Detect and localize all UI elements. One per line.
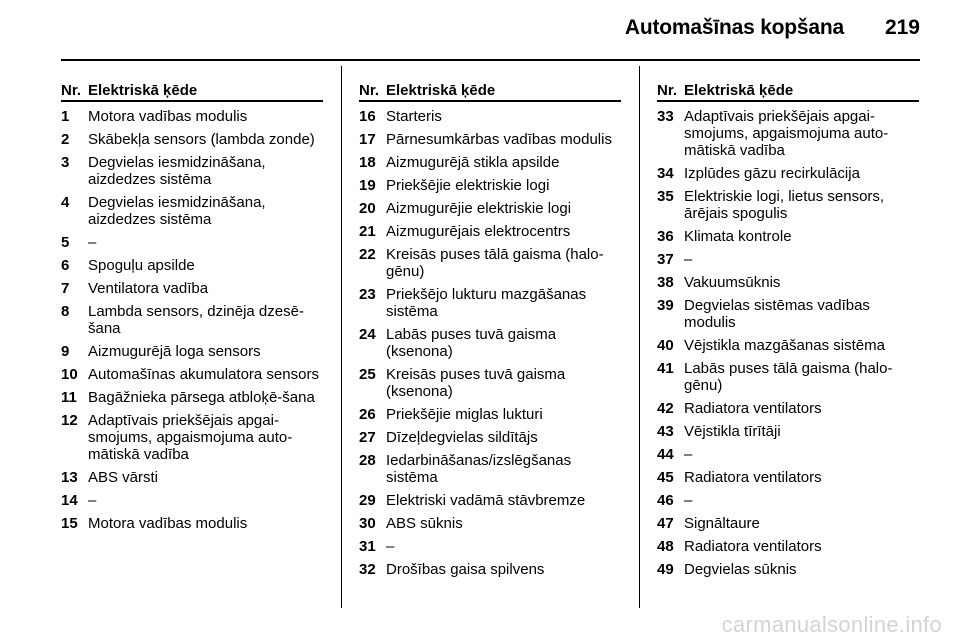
circuit-name: Adaptīvais priekšējais apgai-smojums, apgaismojuma auto-mātiskā vadība <box>88 412 293 463</box>
table-row <box>61 257 323 274</box>
circuit-name: – <box>684 492 693 509</box>
fuse-number: 4 <box>61 194 70 211</box>
circuit-name: Aizmugurējie elektriskie logi <box>386 200 572 217</box>
table-row <box>61 303 323 337</box>
header-divider <box>61 59 920 61</box>
circuit-name: Elektriski vadāmā stāvbremze <box>386 492 586 509</box>
circuit-name: Aizmugurējā stikla apsilde <box>386 154 560 171</box>
circuit-name: – <box>88 492 97 509</box>
table-row <box>359 406 621 423</box>
fuse-number: 27 <box>359 429 376 446</box>
fuse-number: 17 <box>359 131 376 148</box>
fuse-number: 24 <box>359 326 376 343</box>
circuit-name: Radiatora ventilators <box>684 469 822 486</box>
table-row <box>657 423 919 440</box>
table-row <box>359 177 621 194</box>
fuse-number: 45 <box>657 469 674 486</box>
table-row <box>657 561 919 578</box>
table-header <box>657 82 919 102</box>
circuit-name: Izplūdes gāzu recirkulācija <box>684 165 860 182</box>
column-header-nr: Nr. <box>657 82 678 99</box>
watermark: carmanualsonline.info <box>721 612 942 637</box>
fuse-number: 3 <box>61 154 70 171</box>
circuit-name: Vējstikla mazgāšanas sistēma <box>684 337 885 354</box>
circuit-name: ABS vārsti <box>88 469 159 486</box>
fuse-number: 43 <box>657 423 674 440</box>
fuse-number: 39 <box>657 297 674 314</box>
table-row <box>657 297 919 331</box>
table-row <box>657 538 919 555</box>
fuse-number: 47 <box>657 515 674 532</box>
table-row <box>61 515 323 532</box>
fuse-number: 30 <box>359 515 376 532</box>
fuse-number: 18 <box>359 154 376 171</box>
table-row <box>61 131 323 148</box>
circuit-name: Elektriskie logi, lietus sensors, ārējais spogulis <box>684 188 885 222</box>
circuit-name: Kreisās puses tuvā gaisma (ksenona) <box>386 366 566 400</box>
fuse-number: 20 <box>359 200 376 217</box>
fuse-number: 33 <box>657 108 674 125</box>
circuit-name: Motora vadības modulis <box>88 515 248 532</box>
fuse-number: 34 <box>657 165 674 182</box>
fuse-number: 44 <box>657 446 674 463</box>
circuit-name: ABS sūknis <box>386 515 463 532</box>
fuse-number: 29 <box>359 492 376 509</box>
table-row <box>657 188 919 222</box>
circuit-name: Spoguļu apsilde <box>88 257 195 274</box>
circuit-name: Radiatora ventilators <box>684 538 822 555</box>
circuit-name: Kreisās puses tālā gaisma (halo-gēnu) <box>386 246 604 280</box>
fuse-number: 23 <box>359 286 376 303</box>
column-divider <box>341 66 342 608</box>
circuit-name: Lambda sensors, dzinēja dzesē-šana <box>88 303 304 337</box>
table-row <box>61 194 323 228</box>
circuit-name: – <box>684 446 693 463</box>
table-row <box>359 326 621 360</box>
fuse-number: 9 <box>61 343 70 360</box>
table-row <box>61 234 323 251</box>
fuse-table-column-1 <box>61 82 323 532</box>
column-header-circuit: Elektriskā ķēde <box>386 82 496 99</box>
fuse-number: 19 <box>359 177 376 194</box>
table-row <box>359 286 621 320</box>
table-row <box>61 154 323 188</box>
table-row <box>359 108 621 125</box>
circuit-name: Starteris <box>386 108 442 125</box>
fuse-table-column-3 <box>657 82 919 578</box>
circuit-name: Degvielas iesmidzināšana, aizdedzes sistēma <box>88 154 266 188</box>
table-row <box>657 228 919 245</box>
fuse-number: 42 <box>657 400 674 417</box>
table-row <box>61 343 323 360</box>
circuit-name: – <box>386 538 395 555</box>
fuse-number: 32 <box>359 561 376 578</box>
fuse-number: 28 <box>359 452 376 469</box>
circuit-name: Aizmugurējais elektrocentrs <box>386 223 571 240</box>
column-divider <box>639 66 640 608</box>
table-row <box>359 492 621 509</box>
fuse-number: 8 <box>61 303 70 320</box>
table-row <box>359 429 621 446</box>
fuse-table-column-2 <box>359 82 621 578</box>
table-row <box>61 366 323 383</box>
table-row <box>657 251 919 268</box>
fuse-number: 41 <box>657 360 674 377</box>
fuse-number: 7 <box>61 280 70 297</box>
table-row <box>61 389 323 406</box>
fuse-number: 38 <box>657 274 674 291</box>
table-row <box>657 360 919 394</box>
page-title: Automašīnas kopšana <box>624 16 844 39</box>
table-row <box>657 165 919 182</box>
circuit-name: Radiatora ventilators <box>684 400 822 417</box>
circuit-name: Priekšējie miglas lukturi <box>386 406 543 423</box>
fuse-number: 46 <box>657 492 674 509</box>
table-header <box>61 82 323 102</box>
circuit-name: Labās puses tuvā gaisma (ksenona) <box>386 326 557 360</box>
table-row <box>61 469 323 486</box>
circuit-name: Pārnesumkārbas vadības modulis <box>386 131 612 148</box>
circuit-name: Drošības gaisa spilvens <box>386 561 545 578</box>
table-row <box>61 492 323 509</box>
fuse-number: 15 <box>61 515 78 532</box>
fuse-number: 26 <box>359 406 376 423</box>
circuit-name: Vakuumsūknis <box>684 274 781 291</box>
fuse-number: 12 <box>61 412 78 429</box>
column-header-circuit: Elektriskā ķēde <box>684 82 794 99</box>
circuit-name: Aizmugurējā loga sensors <box>88 343 261 360</box>
fuse-number: 22 <box>359 246 376 263</box>
circuit-name: Signāltaure <box>684 515 760 532</box>
fuse-number: 21 <box>359 223 376 240</box>
fuse-number: 5 <box>61 234 70 251</box>
fuse-number: 40 <box>657 337 674 354</box>
circuit-name: Vējstikla tīrītāji <box>684 423 781 440</box>
fuse-number: 14 <box>61 492 78 509</box>
table-row <box>657 492 919 509</box>
circuit-name: Labās puses tālā gaisma (halo-gēnu) <box>684 360 893 394</box>
circuit-name: Adaptīvais priekšējais apgai-smojums, apgaismojuma auto-mātiskā vadība <box>684 108 889 159</box>
table-row <box>359 561 621 578</box>
circuit-name: Iedarbināšanas/izslēgšanas sistēma <box>386 452 572 486</box>
table-row <box>657 274 919 291</box>
table-row <box>657 337 919 354</box>
table-row <box>657 469 919 486</box>
fuse-number: 11 <box>61 389 77 406</box>
column-header-nr: Nr. <box>359 82 380 99</box>
fuse-number: 2 <box>61 131 70 148</box>
table-row <box>359 223 621 240</box>
table-row <box>657 446 919 463</box>
circuit-name: – <box>88 234 97 251</box>
fuse-number: 31 <box>359 538 376 555</box>
circuit-name: Bagāžnieka pārsega atbloķē-šana <box>88 389 315 406</box>
circuit-name: – <box>684 251 693 268</box>
table-row <box>359 515 621 532</box>
circuit-name: Degvielas iesmidzināšana, aizdedzes sistēma <box>88 194 266 228</box>
fuse-number: 1 <box>61 108 70 125</box>
fuse-number: 48 <box>657 538 674 555</box>
page-number: 219 <box>884 16 920 39</box>
circuit-name: Priekšējo lukturu mazgāšanas sistēma <box>386 286 587 320</box>
fuse-number: 25 <box>359 366 376 383</box>
table-header <box>359 82 621 102</box>
circuit-name: Motora vadības modulis <box>88 108 248 125</box>
table-row <box>359 366 621 400</box>
circuit-name: Automašīnas akumulatora sensors <box>88 366 319 383</box>
fuse-number: 37 <box>657 251 674 268</box>
circuit-name: Klimata kontrole <box>684 228 792 245</box>
circuit-name: Ventilatora vadība <box>88 280 209 297</box>
circuit-name: Degvielas sūknis <box>684 561 797 578</box>
column-header-nr: Nr. <box>61 82 82 99</box>
table-row <box>61 108 323 125</box>
table-row <box>657 515 919 532</box>
table-row <box>61 412 323 463</box>
table-row <box>657 108 919 159</box>
page-header <box>0 0 960 62</box>
table-row <box>359 452 621 486</box>
fuse-number: 13 <box>61 469 78 486</box>
fuse-number: 49 <box>657 561 674 578</box>
column-header-circuit: Elektriskā ķēde <box>88 82 198 99</box>
table-row <box>359 246 621 280</box>
table-row <box>359 154 621 171</box>
table-row <box>657 400 919 417</box>
fuse-number: 35 <box>657 188 674 205</box>
table-row <box>61 280 323 297</box>
fuse-number: 16 <box>359 108 376 125</box>
circuit-name: Skābekļa sensors (lambda zonde) <box>88 131 315 148</box>
table-row <box>359 131 621 148</box>
circuit-name: Dīzeļdegvielas sildītājs <box>386 429 538 446</box>
circuit-name: Priekšējie elektriskie logi <box>386 177 550 194</box>
fuse-number: 10 <box>61 366 78 383</box>
table-row <box>359 538 621 555</box>
fuse-number: 36 <box>657 228 674 245</box>
circuit-name: Degvielas sistēmas vadības modulis <box>684 297 870 331</box>
fuse-number: 6 <box>61 257 70 274</box>
table-row <box>359 200 621 217</box>
